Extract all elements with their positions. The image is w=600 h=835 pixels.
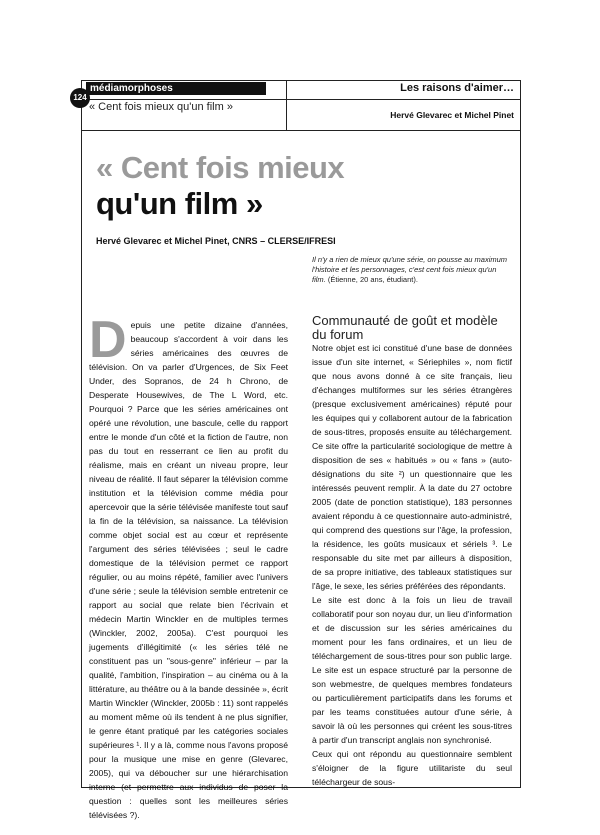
running-authors: Hervé Glevarec et Michel Pinet [390, 110, 514, 120]
epigraph [312, 255, 510, 285]
body-column-right [312, 341, 512, 789]
header-bottom-rule [81, 130, 521, 131]
body-paragraph: Le site est donc à la fois un lieu de travail collaboratif pour son noyau dur, un lieu d'information et de discussion sur les séries américaines du moment pour les fans ordinaires, et un lieu de téléchargement de sous-titres pour son public large. Le site est un espace structuré par la personne de son webmestre, de quelques membres fondateurs ou particulièrement participatifs dans les forums et par les teams constituées autour d'une série, à savoir là où les personnes qui créent les sous-titres à partir d'un transcript anglais non synchronisé. [312, 595, 512, 745]
running-title: « Cent fois mieux qu'un film » [89, 101, 233, 113]
byline: Hervé Glevarec et Michel Pinet, CNRS – CLERSE/IFRESI [96, 236, 336, 246]
body-paragraph: epuis une petite dizaine d'années, beaucoup s'accordent à voir dans les séries américaines des œuvres de télévision. On va parler d'Urgences, de Six Feet Under, des Sopranos, de 24 h Chrono, de Desperate Housewives, de The L Word, etc. Pourquoi ? Parce que les séries américaines ont opéré une révolution, une bascule, celle du rapport entre le monde d'un côté et la fiction de l'autre, non pas du tout en resserrant ce lien au profit du réalisme, mais en créant un niveau propre, leur niveau de réalité. Il faut séparer la télévision comme institution et la télévision comme média pour apercevoir que la série télévisée manifeste tout sauf la fin de la télévision, sa naissance. La télévision comme objet social est au cœur et représente l'argument des séries télévisées ; seul le cadre domestique de la télévision permet ce rapport régulier, ou au moins répété, familier avec l'univers d'une série ; seule la télévision semble entretenir ce rapport au social que relate bien l'écrivain et médecin Martin Winckler en de multiples termes (Winckler, 2002, 2005a). C'est pourquoi les jugements d'illégitimité (« les séries télé ne constituent pas un "sous-genre" inférieur – par la qualité, l'ambition, l'inspiration – au cinéma ou à la littérature, au théâtre ou à la bande dessinée », écrit Martin Winckler (Winckler, 2005b : 11) sont rappelés au moment même où ils tendent à ne plus signifier, le genre étant pratiqué par les catégories sociales supérieures ¹. Il y a là, comme nous l'avons proposé pour la musique une mise en genre (Glevarec, 2005), qui va déboucher sur une hiérarchisation interne (et permettre aux individus de poser la question : quelles sont les meilleures séries télévisées ?). [89, 320, 288, 820]
article-title-line2: qu'un film » [96, 186, 263, 221]
page-number: 124 [70, 88, 90, 108]
header-rule [81, 99, 521, 100]
body-column-left [89, 311, 288, 822]
body-paragraph: Ceux qui ont répondu au questionnaire semblent s'éloigner de la figure utilitariste du seul téléchargeur de sous- [312, 749, 512, 787]
section-tag: médiamorphoses [86, 82, 266, 95]
header-divider [286, 80, 287, 130]
drop-cap: D [89, 311, 127, 369]
epigraph-quote: Il n'y a rien de mieux qu'une série, on pousse au maximum l'histoire et les personnages, c'est cent fois mieux qu'un film. [312, 255, 508, 284]
body-paragraph: Notre objet est ici constitué d'une base de données issue d'un site internet, « Sériephiles », nom fictif que nous avons donné à ce site français, lieu d'échanges multiformes sur les séries étrangères (presque exclusivement américaines) réputé pour les équipes qui y collaborent autour de la fabrication de sous-titres, proposés ensuite au téléchargement. Ce site offre la particularité sociologique de mettre à disposition de ses « habitués » ou « fans » (auto-désignations du site ²) un questionnaire que les intéressés peuvent remplir. À la date du 27 octobre 2005 (date de ponction statistique), 183 personnes avaient répondu à ce questionnaire auto-administré, qui comprend des questions sur l'âge, la profession, la résidence, les goûts musicaux et sériels ³. Le responsable du site met par ailleurs à disposition, de sa propre initiative, des tableaux statistiques sur l'âge, le sexe, les séries préférées des répondants. [312, 343, 512, 591]
article-title-line1: « Cent fois mieux [96, 150, 345, 185]
section-heading: Communauté de goût et modèle du forum [312, 313, 498, 342]
epigraph-source: (Étienne, 20 ans, étudiant). [327, 275, 418, 284]
running-section-title: Les raisons d'aimer… [400, 82, 514, 94]
